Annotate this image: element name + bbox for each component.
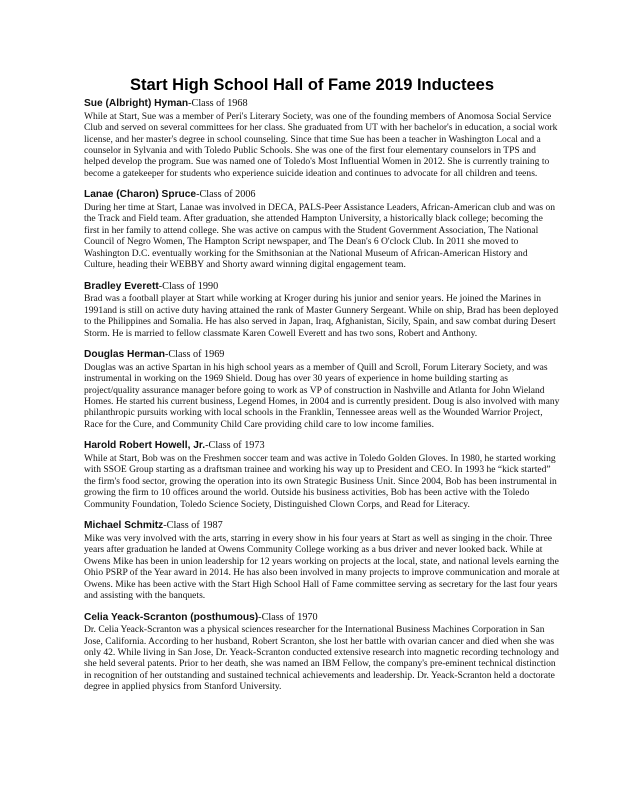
- inductee-class-year: -Class of 1990: [158, 280, 219, 292]
- inductee-bio: Dr. Celia Yeack-Scranton was a physical sciences researcher for the International Business Machines Corporation in San Jose, California. According to her husband, Robert Scranton, she lost her battle with ovarian cancer and died when she was only 42. While living in San Jose, Dr. Yeack-Scranton conducted extensive research into magnetic recording technology and she held several patents. Prior to her death, she was named an IBM Fellow, the company's pre-eminent technical distinction in recognition of her outstanding and sustained technical achievements and leadership. Dr. Yeack-Scranton held a doctorate degree in applied physics from Stanford University.: [84, 624, 559, 693]
- inductee-heading: [84, 281, 560, 294]
- inductee-name: Lanae (Charon) Spruce: [84, 189, 197, 201]
- inductee-bio: Brad was a football player at Start while working at Kroger during his junior and senior years. He joined the Marines in 1991and is still on active duty having attained the rank of Master Gunnery Sergeant. While on ship, Brad has been deployed to the Philippines and Somalia. He has also served in Japan, Iraq, Afghanistan, Sicily, Spain, and saw combat during Desert Storm. He is married to fellow classmate Karen Cowell Everett and has two sons, Robert and Anthony.: [84, 293, 559, 339]
- inductee-class-year: -Class of 1970: [258, 611, 318, 623]
- inductee-class-year: -Class of 2006: [196, 189, 256, 201]
- inductee-name: Michael Schmitz: [84, 520, 164, 532]
- inductee-heading: [84, 612, 560, 625]
- inductee-class-year: -Class of 1968: [188, 98, 248, 109]
- inductee-entry: [84, 189, 560, 270]
- inductee-entry: [84, 612, 560, 693]
- inductee-class-year: -Class of 1987: [163, 520, 223, 532]
- inductee-heading: [84, 189, 560, 202]
- inductee-list: [84, 98, 560, 703]
- inductee-name: Celia Yeack-Scranton (posthumous): [84, 611, 259, 623]
- inductee-heading: [84, 98, 560, 111]
- inductee-bio: Douglas was an active Spartan in his high school years as a member of Quill and Scroll, Forum Literary Society, and was instrumental in working on the 1969 Shield. Doug has over 30 years of experience in home building starting as project/quality assurance manager before going to work as VP of construction in Nashville and Atlanta for John Wieland Homes. He started his current business, Legend Homes, in 2004 and is currently president. Doug is also involved with many philanthropic pursuits working with local schools in the Franklin, Tennessee areas well as the Wounded Warrior Project, Race for the Cure, and Community Child Care providing child care to low income families.: [84, 361, 560, 430]
- inductee-name: Douglas Herman: [84, 349, 165, 361]
- inductee-bio: Mike was very involved with the arts, starring in every show in his four years at Start as well as singing in the choir. Three years after graduation he landed at Owens Community College working as a bus driver and never looked back. While at Owens Mike has been in union leadership for 12 years working on projects at the local, state, and national levels earning the Ohio PSRP of the Year award in 2014. He has also been involved in many projects to improve communication and morale at Owens. Mike has been active with the Start High School Hall of Fame committee serving as secretary for the last four years and assisting with the banquets.: [84, 532, 560, 602]
- inductee-heading: [84, 520, 560, 533]
- inductee-entry: [84, 281, 560, 339]
- inductee-entry: [84, 440, 560, 510]
- inductee-heading: [84, 349, 560, 362]
- inductee-name: Sue (Albright) Hyman: [84, 98, 189, 109]
- inductee-bio: While at Start, Sue was a member of Peri's Literary Society, was one of the founding members of Anomosa Social Service Club and served on several committees for her class. She graduated from UT with her bachelor's in education, a social work license, and her master's degree in school counseling. Since that time Sue has been a teacher in Washington Local and a counselor in Sylvania and with Toledo Public Schools. She was one of the first four elementary counselors in TPS and helped develop the program. Sue was named one of Toledo's Most Influential Women in 2012. She is currently training to become a gatekeeper for students who experience suicide ideation and continues to advocate for all children and teens.: [84, 110, 558, 179]
- inductee-bio: While at Start, Bob was on the Freshmen soccer team and was active in Toledo Golden Gloves. In 1980, he started working with SSOE Group starting as a draftsman trainee and working his way up to President and CEO. In 1993 he “kick started” the firm's food sector, growing the operation into its own Strategic Business Unit. Since 2004, Bob has been instrumental in growing the firm to 10 offices around the world. Outside his business activities, Bob has been active with the Toledo Community Foundation, Toledo Science Society, Distinguished Clown Corps, and Read for Literacy.: [84, 452, 557, 510]
- inductee-entry: [84, 98, 560, 179]
- inductee-entry: [84, 349, 560, 430]
- inductee-class-year: -Class of 1969: [164, 349, 225, 361]
- inductee-class-year: -Class of 1973: [205, 440, 265, 452]
- inductee-heading: [84, 440, 560, 453]
- inductee-name: Bradley Everett: [84, 280, 159, 292]
- inductee-name: Harold Robert Howell, Jr.: [84, 440, 206, 452]
- inductee-entry: [84, 520, 560, 601]
- inductee-bio: During her time at Start, Lanae was involved in DECA, PALS-Peer Assistance Leaders, African-American club and was on the Track and Field team. After graduation, she attended Hampton University, a historically black college; becoming the first in her family to attend college. She was active on campus with the Student Government Association, The National Council of Negro Women, The Hampton Script newspaper, and The Dean's 6 O'clock Club. In 2011 she moved to Washington D.C. eventually working for the Smithsonian at the National Museum of African-American History and Culture, heading their WEBBY and Shorty award winning digital engagement team.: [84, 201, 556, 271]
- page-title: Start High School Hall of Fame 2019 Inductees: [129, 76, 494, 94]
